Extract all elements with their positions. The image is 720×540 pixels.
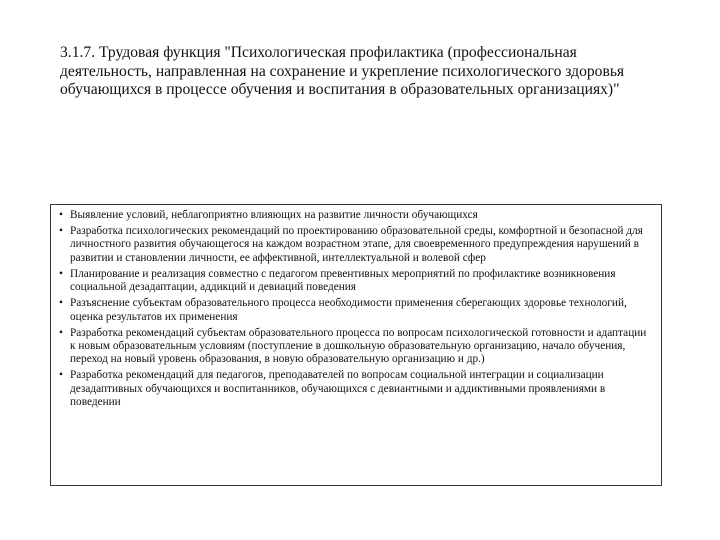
list-item [59, 327, 653, 367]
bullet-list [59, 209, 653, 410]
bullet-icon: • [59, 369, 63, 382]
list-item [59, 225, 653, 265]
list-item [59, 268, 653, 295]
list-item-text: Разработка рекомендаций субъектам образовательного процесса по вопросам психологической готовности и адаптации к новым образовательным условиям (поступление в дошкольную образовательную организацию, начало обучения, переход на новый уровень образования, в новую образовательную организацию и др.) [70, 326, 647, 366]
bullet-icon: • [59, 297, 63, 310]
list-item-text: Разработка психологических рекомендаций по проектированию образовательной среды, комфортной и безопасной для личностного развития обучающегося на каждом возрастном этапе, для своевременного предупреждения нарушений в развитии и становлении личности, ее аффективной, интеллектуальной и волевой сфер [70, 225, 643, 264]
list-item-text: Разработка рекомендаций для педагогов, преподавателей по вопросам социальной интеграции и социализации дезадаптивных обучающихся и воспитанников, обучающихся с девиантными и аддиктивными проявлениями в поведении [70, 369, 606, 409]
bullet-icon: • [59, 209, 63, 221]
content-box [50, 204, 662, 486]
list-item-text: Выявление условий, неблагоприятно влияющих на развитие личности обучающихся [70, 209, 478, 221]
bullet-icon: • [59, 326, 63, 339]
bullet-icon: • [59, 225, 63, 237]
list-item [59, 369, 653, 409]
list-item [59, 297, 653, 324]
slide-title: 3.1.7. Трудовая функция "Психологическая профилактика (профессиональная деятельность, направленная на сохранение и укрепление психологического здоровья обучающихся в процессе обучения и воспитания в образовательных организациях)" [60, 44, 625, 98]
list-item-text: Разъяснение субъектам образовательного процесса необходимости применения сберегающих здоровье технологий, оценка результатов их применения [70, 297, 627, 323]
list-item-text: Планирование и реализация совместно с педагогом превентивных мероприятий по профилактике возникновения социальной дезадаптации, аддикций и девиаций поведения [70, 267, 616, 294]
bullet-icon: • [59, 267, 63, 280]
list-item [59, 209, 653, 222]
